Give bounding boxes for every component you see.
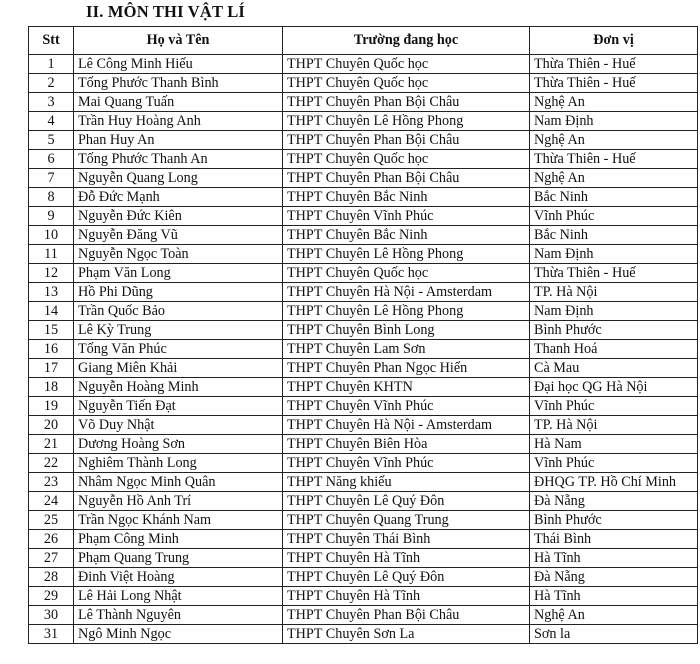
unit-cell: TP. Hà Nội — [530, 283, 698, 302]
school-cell: THPT Chuyên Phan Bội Châu — [283, 606, 530, 625]
unit-cell: Nghệ An — [530, 606, 698, 625]
school-cell: THPT Chuyên Quốc học — [283, 264, 530, 283]
school-cell: THPT Chuyên Phan Bội Châu — [283, 131, 530, 150]
name-cell: Lê Công Minh Hiếu — [74, 55, 283, 74]
unit-cell: Thừa Thiên - Huế — [530, 150, 698, 169]
name-cell: Phạm Văn Long — [74, 264, 283, 283]
table-row — [29, 340, 698, 359]
unit-cell: Bắc Ninh — [530, 188, 698, 207]
stt-cell: 11 — [29, 245, 74, 264]
name-cell: Phan Huy An — [74, 131, 283, 150]
table-row — [29, 549, 698, 568]
unit-cell: Nam Định — [530, 245, 698, 264]
unit-cell: Nam Định — [530, 302, 698, 321]
table-row — [29, 207, 698, 226]
name-cell: Võ Duy Nhật — [74, 416, 283, 435]
school-cell: THPT Chuyên Bình Long — [283, 321, 530, 340]
name-cell: Giang Miên Khải — [74, 359, 283, 378]
school-cell: THPT Chuyên Lê Quý Đôn — [283, 568, 530, 587]
stt-cell: 14 — [29, 302, 74, 321]
school-cell: THPT Chuyên KHTN — [283, 378, 530, 397]
name-cell: Tống Phước Thanh An — [74, 150, 283, 169]
table-row — [29, 511, 698, 530]
table-row — [29, 378, 698, 397]
stt-cell: 22 — [29, 454, 74, 473]
table-row — [29, 321, 698, 340]
name-cell: Nguyễn Ngọc Toàn — [74, 245, 283, 264]
school-cell: THPT Chuyên Bắc Ninh — [283, 188, 530, 207]
student-table — [28, 26, 698, 644]
name-cell: Nguyễn Đăng Vũ — [74, 226, 283, 245]
stt-cell: 1 — [29, 55, 74, 74]
stt-cell: 30 — [29, 606, 74, 625]
school-cell: THPT Chuyên Lê Quý Đôn — [283, 492, 530, 511]
name-cell: Mai Quang Tuấn — [74, 93, 283, 112]
stt-cell: 4 — [29, 112, 74, 131]
header-school: Trường đang học — [283, 27, 530, 55]
stt-cell: 3 — [29, 93, 74, 112]
stt-cell: 28 — [29, 568, 74, 587]
name-cell: Phạm Quang Trung — [74, 549, 283, 568]
unit-cell: Thái Bình — [530, 530, 698, 549]
stt-cell: 9 — [29, 207, 74, 226]
unit-cell: Đại học QG Hà Nội — [530, 378, 698, 397]
school-cell: THPT Chuyên Phan Ngọc Hiển — [283, 359, 530, 378]
table-row — [29, 530, 698, 549]
unit-cell: Vĩnh Phúc — [530, 454, 698, 473]
school-cell: THPT Chuyên Sơn La — [283, 625, 530, 644]
name-cell: Lê Thành Nguyên — [74, 606, 283, 625]
table-row — [29, 435, 698, 454]
school-cell: THPT Chuyên Hà Nội - Amsterdam — [283, 416, 530, 435]
table-body — [29, 55, 698, 644]
unit-cell: Bình Phước — [530, 321, 698, 340]
name-cell: Đỗ Đức Mạnh — [74, 188, 283, 207]
table-row — [29, 473, 698, 492]
stt-cell: 24 — [29, 492, 74, 511]
school-cell: THPT Chuyên Lê Hồng Phong — [283, 245, 530, 264]
header-unit: Đơn vị — [530, 27, 698, 55]
stt-cell: 15 — [29, 321, 74, 340]
header-stt: Stt — [29, 27, 74, 55]
stt-cell: 21 — [29, 435, 74, 454]
stt-cell: 13 — [29, 283, 74, 302]
stt-cell: 29 — [29, 587, 74, 606]
unit-cell: Hà Tĩnh — [530, 549, 698, 568]
table-row — [29, 131, 698, 150]
name-cell: Đinh Việt Hoàng — [74, 568, 283, 587]
name-cell: Lê Kỳ Trung — [74, 321, 283, 340]
school-cell: THPT Chuyên Vĩnh Phúc — [283, 397, 530, 416]
school-cell: THPT Chuyên Phan Bội Châu — [283, 93, 530, 112]
school-cell: THPT Chuyên Quang Trung — [283, 511, 530, 530]
school-cell: THPT Năng khiếu — [283, 473, 530, 492]
school-cell: THPT Chuyên Quốc học — [283, 55, 530, 74]
table-row — [29, 150, 698, 169]
table-row — [29, 112, 698, 131]
school-cell: THPT Chuyên Hà Nội - Amsterdam — [283, 283, 530, 302]
table-row — [29, 283, 698, 302]
unit-cell: Hà Tĩnh — [530, 587, 698, 606]
school-cell: THPT Chuyên Thái Bình — [283, 530, 530, 549]
name-cell: Ngô Minh Ngọc — [74, 625, 283, 644]
unit-cell: Bình Phước — [530, 511, 698, 530]
table-row — [29, 397, 698, 416]
stt-cell: 2 — [29, 74, 74, 93]
school-cell: THPT Chuyên Lam Sơn — [283, 340, 530, 359]
unit-cell: Hà Nam — [530, 435, 698, 454]
table-row — [29, 245, 698, 264]
school-cell: THPT Chuyên Hà Tĩnh — [283, 549, 530, 568]
school-cell: THPT Chuyên Biên Hòa — [283, 435, 530, 454]
name-cell: Dương Hoàng Sơn — [74, 435, 283, 454]
unit-cell: Thừa Thiên - Huế — [530, 74, 698, 93]
unit-cell: ĐHQG TP. Hồ Chí Minh — [530, 473, 698, 492]
unit-cell: Sơn la — [530, 625, 698, 644]
school-cell: THPT Chuyên Lê Hồng Phong — [283, 302, 530, 321]
table-row — [29, 302, 698, 321]
school-cell: THPT Chuyên Quốc học — [283, 150, 530, 169]
name-cell: Nguyễn Hoàng Minh — [74, 378, 283, 397]
stt-cell: 12 — [29, 264, 74, 283]
stt-cell: 27 — [29, 549, 74, 568]
stt-cell: 6 — [29, 150, 74, 169]
section-title: II. MÔN THI VẬT LÍ — [86, 2, 246, 21]
school-cell: THPT Chuyên Phan Bội Châu — [283, 169, 530, 188]
name-cell: Nghiêm Thành Long — [74, 454, 283, 473]
stt-cell: 8 — [29, 188, 74, 207]
stt-cell: 16 — [29, 340, 74, 359]
school-cell: THPT Chuyên Hà Tĩnh — [283, 587, 530, 606]
unit-cell: Thừa Thiên - Huế — [530, 264, 698, 283]
unit-cell: Nghệ An — [530, 169, 698, 188]
unit-cell: Cà Mau — [530, 359, 698, 378]
stt-cell: 7 — [29, 169, 74, 188]
stt-cell: 17 — [29, 359, 74, 378]
name-cell: Trần Ngọc Khánh Nam — [74, 511, 283, 530]
school-cell: THPT Chuyên Bắc Ninh — [283, 226, 530, 245]
name-cell: Trần Huy Hoàng Anh — [74, 112, 283, 131]
table-row — [29, 568, 698, 587]
name-cell: Nguyễn Đức Kiên — [74, 207, 283, 226]
school-cell: THPT Chuyên Vĩnh Phúc — [283, 207, 530, 226]
table-row — [29, 587, 698, 606]
name-cell: Nhâm Ngọc Minh Quân — [74, 473, 283, 492]
name-cell: Tống Văn Phúc — [74, 340, 283, 359]
stt-cell: 26 — [29, 530, 74, 549]
school-cell: THPT Chuyên Lê Hồng Phong — [283, 112, 530, 131]
unit-cell: Đà Nẵng — [530, 568, 698, 587]
school-cell: THPT Chuyên Vĩnh Phúc — [283, 454, 530, 473]
stt-cell: 19 — [29, 397, 74, 416]
table-row — [29, 226, 698, 245]
stt-cell: 5 — [29, 131, 74, 150]
table-header-row — [29, 27, 698, 55]
stt-cell: 10 — [29, 226, 74, 245]
table-row — [29, 359, 698, 378]
unit-cell: Nam Định — [530, 112, 698, 131]
table-row — [29, 454, 698, 473]
table-row — [29, 188, 698, 207]
table-row — [29, 625, 698, 644]
table-row — [29, 74, 698, 93]
name-cell: Nguyễn Tiến Đạt — [74, 397, 283, 416]
unit-cell: Bắc Ninh — [530, 226, 698, 245]
stt-cell: 31 — [29, 625, 74, 644]
unit-cell: Thừa Thiên - Huế — [530, 55, 698, 74]
stt-cell: 20 — [29, 416, 74, 435]
name-cell: Phạm Công Minh — [74, 530, 283, 549]
stt-cell: 23 — [29, 473, 74, 492]
name-cell: Trần Quốc Bảo — [74, 302, 283, 321]
unit-cell: Nghệ An — [530, 93, 698, 112]
table-row — [29, 169, 698, 188]
unit-cell: Thanh Hoá — [530, 340, 698, 359]
unit-cell: TP. Hà Nội — [530, 416, 698, 435]
name-cell: Nguyễn Quang Long — [74, 169, 283, 188]
table-row — [29, 606, 698, 625]
name-cell: Nguyễn Hồ Anh Trí — [74, 492, 283, 511]
name-cell: Hồ Phi Dũng — [74, 283, 283, 302]
table-row — [29, 264, 698, 283]
table-row — [29, 55, 698, 74]
unit-cell: Vĩnh Phúc — [530, 397, 698, 416]
school-cell: THPT Chuyên Quốc học — [283, 74, 530, 93]
header-name: Họ và Tên — [74, 27, 283, 55]
name-cell: Lê Hải Long Nhật — [74, 587, 283, 606]
stt-cell: 25 — [29, 511, 74, 530]
unit-cell: Nghệ An — [530, 131, 698, 150]
table-row — [29, 492, 698, 511]
name-cell: Tống Phước Thanh Bình — [74, 74, 283, 93]
table-row — [29, 416, 698, 435]
table-row — [29, 93, 698, 112]
unit-cell: Vĩnh Phúc — [530, 207, 698, 226]
stt-cell: 18 — [29, 378, 74, 397]
unit-cell: Đà Nẵng — [530, 492, 698, 511]
